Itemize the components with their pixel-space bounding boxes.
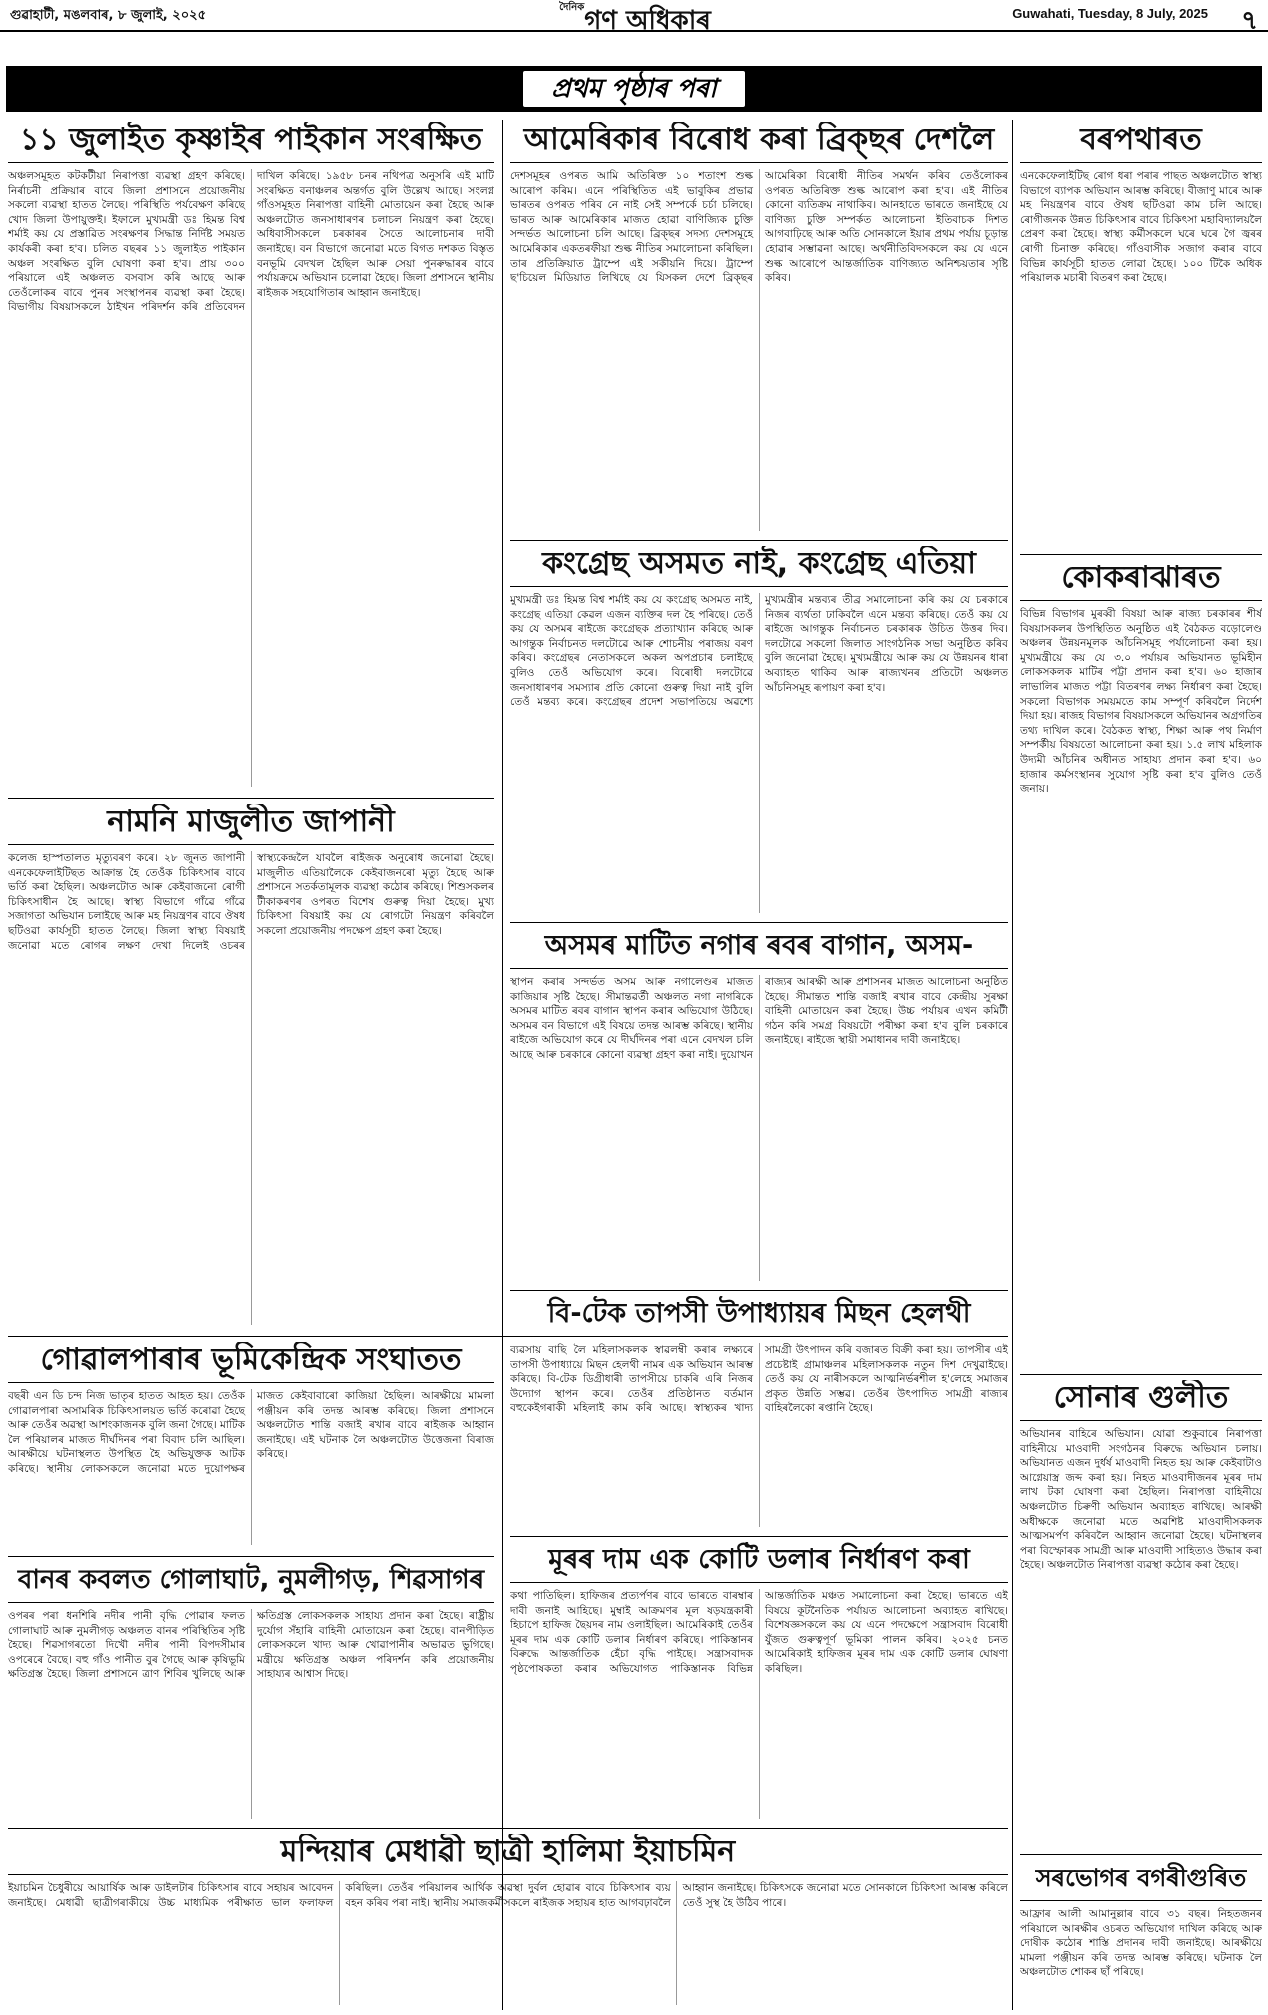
headline: বি-টেক তাপসী উপাধ্যায়ৰ মিছন হেলথী bbox=[510, 1296, 1008, 1337]
article-body: বছৰী এন ডি চন্দ নিজ ভাতৃৰ হাতত আহত হয়। তেওঁক গোৱালপাৰা অসামৰিক চিকিৎসালয়ত ভৰ্তি কৰোৱা হৈছে আৰু তেওঁৰ অৱস্থা আশংকাজনক বুলি জনা গৈছে। মাটিক লৈ পৰিয়ালৰ মাজত দীৰ্ঘদিনৰ পৰা বিবাদ চলি আছিল। আৰক্ষীয়ে ঘটনাস্থলত উপস্থিত হৈ অভিযুক্তক আটক কৰিছে। স্থানীয় লোকসকলে জনোৱা মতে দুয়োপক্ষৰ মাজত কেইবাবাৰো কাজিয়া হৈছিল। আৰক্ষীয়ে মামলা পঞ্জীয়ন কৰি তদন্ত আৰম্ভ কৰিছে। জিলা প্ৰশাসনে অঞ্চলটোত শান্তি বজাই ৰখাৰ বাবে ৰাইজক আহ্বান জনাইছে। এই ঘটনাক লৈ অঞ্চলটোত উত্তেজনা বিৰাজ কৰিছে। bbox=[8, 1390, 494, 1475]
newspaper-logo bbox=[520, 0, 750, 44]
divider bbox=[510, 1290, 1008, 1291]
page-number: ৭ bbox=[1241, 6, 1258, 36]
article-4 bbox=[8, 804, 494, 1332]
divider bbox=[510, 1536, 1008, 1537]
article-body: ব্যৱসায় বাছি লৈ মহিলাসকলক স্বাৱলম্বী কৰাৰ লক্ষ্যৰে তাপসী উপাধ্যায়ে মিছন হেলথী নামৰ এক অভিযান আৰম্ভ কৰিছে। বি-টেক ডিগ্ৰীধাৰী তাপসীয়ে চাকৰি এৰি নিজৰ উদ্যোগ স্থাপন কৰে। তেওঁৰ প্ৰতিষ্ঠানত বৰ্তমান বহুকেইগৰাকী মহিলাই কাম কৰি আছে। স্বাস্থ্যকৰ খাদ্য সামগ্ৰী উৎপাদন কৰি বজাৰত বিক্ৰী কৰা হয়। তাপসীৰ এই প্ৰচেষ্টাই গ্ৰামাঞ্চলৰ মহিলাসকলক নতুন দিশ দেখুৱাইছে। তেওঁ কয় যে নাৰীসকলে আত্মনিৰ্ভৰশীল হ'লেহে সমাজৰ প্ৰকৃত উন্নতি সম্ভৱ। তেওঁৰ উৎপাদিত সামগ্ৰী ৰাজ্যৰ বাহিৰলৈকো ৰপ্তানি হৈছে। bbox=[510, 1344, 1008, 1415]
article-11 bbox=[1020, 122, 1262, 550]
article-body: বিভিন্ন বিভাগৰ মুৰব্বী বিষয়া আৰু ৰাজ্য চৰকাৰৰ শীৰ্ষ বিষয়াসকলৰ উপস্থিতিত অনুষ্ঠিত এই বৈঠকত বড়োলেণ্ড অঞ্চলৰ উন্নয়নমূলক আঁচনিসমূহ পৰ্যালোচনা কৰা হয়। মুখ্যমন্ত্ৰীয়ে কয় যে ৩.০ পৰ্যায়ৰ অভিযানত ভূমিহীন লোকসকলক মাটিৰ পট্টা প্ৰদান কৰা হ'ব। ৬০ হাজাৰ লাভালিৰ মাজত পট্টা বিতৰণৰ লক্ষ্য নিৰ্ধাৰণ কৰা হৈছে। সকলো বিভাগক সময়মতে কাম সম্পূৰ্ণ কৰিবলৈ নিৰ্দেশ দিয়া হয়। ৰাজহ বিভাগৰ বিষয়াসকলে অভিযানৰ অগ্ৰগতিৰ তথ্য দাখিল কৰে। বৈঠকত স্বাস্থ্য, শিক্ষা আৰু পথ নিৰ্মাণ সম্পৰ্কীয় বিষয়তো আলোচনা কৰা হয়। ১.৫ লাখ মহিলাক উদ্যমী আঁচনিৰ অধীনত সাহায্য প্ৰদান কৰা হ'ব। ৬০ হাজাৰ কৰ্মসংস্থানৰ সুযোগ সৃষ্টি কৰা হ'ব বুলিও তেওঁ জনায়। bbox=[1020, 608, 1262, 796]
article-2 bbox=[510, 122, 1008, 536]
headline: আমেৰিকাৰ বিৰোধ কৰা ব্ৰিক্‌ছৰ দেশলৈ bbox=[510, 122, 1008, 163]
divider bbox=[8, 798, 494, 799]
logo-text: গণ অধিকাৰ bbox=[584, 6, 711, 36]
column-rule bbox=[1012, 120, 1013, 2010]
article-body: মুখ্যমন্ত্ৰী ডঃ হিমন্ত বিশ্ব শৰ্মাই কয় যে কংগ্ৰেছ অসমত নাই, কংগ্ৰেছ এতিয়া কেৱল এজন ব্যক্তিৰ দল হৈ পৰিছে। তেওঁ কয় যে অসমৰ ৰাইজে কংগ্ৰেছক প্ৰত্যাখ্যান কৰিছে আৰু আগন্তুক নিৰ্বাচনত দলটোৱে আৰু শোচনীয় পৰাজয় বৰণ কৰিব। কংগ্ৰেছৰ নেতাসকলে অকল অপপ্ৰচাৰ চলাইছে বুলিও তেওঁ অভিযোগ কৰে। বিৰোধী দলটোৱে জনসাধাৰণৰ সমস্যাৰ প্ৰতি কোনো গুৰুত্ব দিয়া নাই বুলি তেওঁ মন্তব্য কৰে। কংগ্ৰেছৰ প্ৰদেশ সভাপতিয়ে অৱশ্যে মুখ্যমন্ত্ৰীৰ মন্তব্যৰ তীব্ৰ সমালোচনা কৰি কয় যে চৰকাৰে নিজৰ ব্যৰ্থতা ঢাকিবলৈ এনে মন্তব্য কৰিছে। তেওঁ কয় যে ৰাইজে আগন্তুক নিৰ্বাচনত চৰকাৰক উচিত উত্তৰ দিব। দলটোৱে সকলো জিলাত সাংগঠনিক সভা অনুষ্ঠিত কৰিব বুলি জনোৱা হৈছে। মুখ্যমন্ত্ৰীয়ে আৰু কয় যে উন্নয়নৰ ধাৰা অব্যাহত থাকিব আৰু ৰাজ্যখনৰ প্ৰতিটো অঞ্চলত আঁচনিসমূহ ৰূপায়ণ কৰা হ'ব। bbox=[510, 594, 1008, 709]
masthead bbox=[0, 0, 1268, 36]
headline: বৰপথাৰত bbox=[1020, 122, 1262, 163]
article-body: দেশসমূহৰ ওপৰত আমি অতিৰিক্ত ১০ শতাংশ শুল্ক আৰোপ কৰিম। এনে পৰিস্থিতিত এই ভাবুকিৰ প্ৰভাৱ ভাৰতৰ ওপৰত পৰিব নে নাই সেই সম্পৰ্কে চৰ্চা চলিছে। ভাৰত আৰু আমেৰিকাৰ মাজত হোৱা বাণিজ্যিক চুক্তি সন্দৰ্ভত আলোচনা চলি আছে। ব্ৰিক্‌ছৰ সদস্য দেশসমূহে আমেৰিকাৰ একতৰফীয়া শুল্ক নীতিৰ সমালোচনা কৰিছিল। তাৰ প্ৰতিক্ৰিয়াত ট্ৰাম্পে এই সকীয়নি দিয়ে। ট্ৰাম্পে ছ'চিয়েল মিডিয়াত লিখিছে যে যিসকল দেশে ব্ৰিক্‌ছৰ আমেৰিকা বিৰোধী নীতিৰ সমৰ্থন কৰিব তেওঁলোকৰ ওপৰত অতিৰিক্ত শুল্ক আৰোপ কৰা হ'ব। এই নীতিৰ কোনো ব্যতিক্ৰম নাথাকিব। আনহাতে ভাৰতে জনাইছে যে বাণিজ্য চুক্তি সম্পৰ্কত আলোচনা ইতিবাচক দিশত আগবাঢ়িছে আৰু অতি সোনকালে ইয়াৰ প্ৰথম পৰ্যায় চূড়ান্ত হোৱাৰ সম্ভাৱনা আছে। অৰ্থনীতিবিদসকলে কয় যে এনে শুল্ক আৰোপে আন্তৰ্জাতিক বাণিজ্যত অনিশ্চয়তাৰ সৃষ্টি কৰিব। bbox=[510, 170, 1008, 285]
headline: মূৰৰ দাম এক কোটি ডলাৰ নিৰ্ধাৰণ কৰা bbox=[510, 1542, 1008, 1583]
divider bbox=[1020, 1374, 1262, 1375]
column-rule bbox=[502, 120, 503, 2010]
article-9 bbox=[8, 1834, 1008, 2010]
article-6 bbox=[510, 928, 1008, 1286]
dateline-left: গুৱাহাটী, মঙলবাৰ, ৮ জুলাই, ২০২৫ bbox=[10, 8, 207, 23]
article-3 bbox=[510, 546, 1008, 918]
article-body: কথা পাতিছিল। হাফিজৰ প্ৰত্যৰ্পণৰ বাবে ভাৰতে বাৰম্বাৰ দাবী জনাই আহিছে। মুম্বাই আক্ৰমণৰ মূল ষড়যন্ত্ৰকাৰী হিচাপে হাফিজ ছৈয়দৰ নাম ওলাইছিল। আমেৰিকাই তেওঁৰ মূৰৰ দাম এক কোটি ডলাৰ নিৰ্ধাৰণ কৰিছে। পাকিস্তানৰ বিৰুদ্ধে আন্তৰ্জাতিক হেঁচা বৃদ্ধি পাইছে। সন্ত্ৰাসবাদক পৃষ্ঠপোষকতা কৰাৰ অভিযোগত পাকিস্তানক বিভিন্ন আন্তৰ্জাতিক মঞ্চত সমালোচনা কৰা হৈছে। ভাৰতে এই বিষয়ে কূটনৈতিক পৰ্যায়ত আলোচনা অব্যাহত ৰাখিছে। বিশেষজ্ঞসকলে কয় যে এনে পদক্ষেপে সন্ত্ৰাসবাদ বিৰোধী যুঁজত গুৰুত্বপূৰ্ণ ভূমিকা পালন কৰিব। ২০২৫ চনত আমেৰিকাই হাফিজৰ মূৰৰ দাম এক কোটি ডলাৰ ঘোষণা কৰিছিল। bbox=[510, 1590, 1008, 1675]
article-1 bbox=[8, 122, 494, 794]
article-body: অঞ্চলসমূহত কটকটীয়া নিৰাপত্তা ব্যৱস্থা গ্ৰহণ কৰিছে। নিৰ্ৰাচনী প্ৰক্ৰিয়াৰ বাবে জিলা প্ৰশাসনে প্ৰয়োজনীয় সকলো ব্যৱস্থা হাতত লৈছে। পৰিস্থিতি পৰ্যবেক্ষণ কৰিছে খোদ জিলা উপায়ুক্তই। ইফালে মুখ্যমন্ত্ৰী ডঃ হিমন্ত বিশ্ব শৰ্মাই কয় যে প্ৰস্তাৱিত সংৰক্ষণৰ সিদ্ধান্ত নিৰ্দিষ্ট সময়ত কাৰ্যকৰী কৰা হ'ব। চলিত বছৰৰ ১১ জুলাইত পাইকান অঞ্চল সংৰক্ষিত বুলি ঘোষণা কৰা হ'ব। প্ৰায় ৩০০ পৰিয়ালে এই অঞ্চলত বসবাস কৰি আছে আৰু তেওঁলোকৰ বাবে পুনৰ সংস্থাপনৰ ব্যৱস্থা কৰা হৈছে। বিভাগীয় বিষয়াসকলে ঠাইখন পৰিদৰ্শন কৰি প্ৰতিবেদন দাখিল কৰিছে। ১৯৫৮ চনৰ নথিপত্ৰ অনুসৰি এই মাটি সংৰক্ষিত বনাঞ্চলৰ অন্তৰ্গত বুলি উল্লেখ আছে। সংলগ্ন গাঁওসমূহত নিৰাপত্তা বাহিনী মোতায়েন কৰা হৈছে আৰু অঞ্চলটোত জনসাধাৰণৰ চলাচল নিয়ন্ত্ৰণ কৰা হৈছে। অধিবাসীসকলে চৰকাৰৰ সৈতে আলোচনাৰ দাবী জনাইছে। বন বিভাগে জনোৱা মতে বিগত দশকত বিস্তৃত বনভূমি বেদখল হৈছিল আৰু সেয়া পুনৰুদ্ধাৰৰ বাবে পৰ্যায়ক্ৰমে অভিযান চলোৱা হৈছে। জিলা প্ৰশাসনে স্থানীয় ৰাইজক সহযোগিতাৰ আহ্বান জনাইছে। bbox=[8, 170, 494, 314]
article-body: কলেজ হাস্পতালত মৃত্যুবৰণ কৰে। ২৮ জুনত জাপানী এনকেফেলাইটিছত আক্ৰান্ত হৈ তেওঁক চিকিৎসাৰ বাবে ভৰ্তি কৰা হৈছিল। অঞ্চলটোত আৰু কেইবাজনো ৰোগী চিকিৎসাধীন হৈ আছে। স্বাস্থ্য বিভাগে গাঁৱে গাঁৱে সজাগতা অভিযান চলাইছে আৰু মহ নিয়ন্ত্ৰণৰ বাবে ঔষধ ছটিওৱা কাৰ্যসূচী হাতত লৈছে। জিলা স্বাস্থ্য বিষয়াই জনোৱা মতে ৰোগৰ লক্ষণ দেখা দিলেই ওচৰৰ স্বাস্থ্যকেন্দ্ৰলৈ যাবলৈ ৰাইজক অনুৰোধ জনোৱা হৈছে। মাজুলীত এতিয়ালৈকে কেইবাজনৰো মৃত্যু হৈছে আৰু প্ৰশাসনে সতৰ্কতামূলক ব্যৱস্থা কঠোৰ কৰিছে। শিশুসকলৰ টীকাকৰণৰ ওপৰত বিশেষ গুৰুত্ব দিয়া হৈছে। মুখ্য চিকিৎসা বিষয়াই কয় যে ৰোগটো নিয়ন্ত্ৰণ কৰিবলৈ সকলো প্ৰয়োজনীয় পদক্ষেপ গ্ৰহণ কৰা হৈছে। bbox=[8, 852, 494, 952]
headline: কোকৰাঝাৰত bbox=[1020, 560, 1262, 601]
article-body: ওপৰৰ পৰা ধনশিৰি নদীৰ পানী বৃদ্ধি পোৱাৰ ফলত গোলাঘাট আৰু নুমলীগড় অঞ্চলত বানৰ পৰিস্থিতিৰ সৃষ্টি হৈছে। শিৱসাগৰতো দিখৌ নদীৰ পানী বিপদসীমাৰ ওপৰেৰে বৈছে। বহু গাঁও পানীত বুৰ গৈছে আৰু কৃষিভূমি ক্ষতিগ্ৰস্ত হৈছে। জিলা প্ৰশাসনে ত্ৰাণ শিবিৰ খুলিছে আৰু ক্ষতিগ্ৰস্ত লোকসকলক সাহায্য প্ৰদান কৰা হৈছে। ৰাষ্ট্ৰীয় দুৰ্যোগ সঁহাৰি বাহিনী মোতায়েন কৰা হৈছে। বানপীড়িত লোকসকলে খাদ্য আৰু খোৱাপানীৰ অভাৱত ভুগিছে। মন্ত্ৰীয়ে ক্ষতিগ্ৰস্ত অঞ্চল পৰিদৰ্শন কৰি প্ৰয়োজনীয় সাহায্যৰ আশ্বাস দিছে। bbox=[8, 1610, 494, 1681]
headline: অসমৰ মাটিত নগাৰ ৰবৰ বাগান, অসম- bbox=[510, 928, 1008, 969]
article-body: ইয়াচমিন চৈধুৰীয়ে আয়াৰ্ষিক আৰু ডাইলটাৰ চিকিৎসাৰ বাবে সহায়ৰ আবেদন জনাইছে। মেধাৱী ছাত্ৰীগৰাকীয়ে উচ্চ মাধ্যমিক পৰীক্ষাত ভাল ফলাফল কৰিছিল। তেওঁৰ পৰিয়ালৰ আৰ্থিক অৱস্থা দুৰ্বল হোৱাৰ বাবে চিকিৎসাৰ ব্যয় বহন কৰিব পৰা নাই। স্থানীয় সমাজকৰ্মীসকলে ৰাইজক সহায়ৰ হাত আগবঢ়াবলৈ আহ্বান জনাইছে। চিকিৎসকে জনোৱা মতে সোনকালে চিকিৎসা আৰম্ভ কৰিলে তেওঁ সুস্থ হৈ উঠিব পাৰে। bbox=[8, 1882, 1008, 1909]
article-body: এনকেফেলাইটিছ ৰোগ ধৰা পৰাৰ পাছত অঞ্চলটোত স্বাস্থ্য বিভাগে ব্যাপক অভিযান আৰম্ভ কৰিছে। বীজাণু মাৰে আৰু মহ নিয়ন্ত্ৰণৰ বাবে ঔষধ ছটিওৱা কাম চলি আছে। ৰোগীজনক উন্নত চিকিৎসাৰ বাবে চিকিৎসা মহাবিদ্যালয়লৈ প্ৰেৰণ কৰা হৈছে। স্বাস্থ্য কৰ্মীসকলে ঘৰে ঘৰে গৈ জ্বৰৰ ৰোগী চিনাক্ত কৰিছে। গাঁওবাসীক সজাগ কৰাৰ বাবে বিভিন্ন কাৰ্যসূচী হাতত লোৱা হৈছে। ১০০ টিকৈ অধিক পৰিয়ালক মচাৰী বিতৰণ কৰা হৈছে। bbox=[1020, 170, 1262, 285]
divider bbox=[8, 1828, 1008, 1829]
headline: সোনাৰ গুলীত bbox=[1020, 1380, 1262, 1421]
article-12 bbox=[1020, 560, 1262, 1370]
dateline-right: Guwahati, Tuesday, 8 July, 2025 bbox=[1012, 6, 1208, 21]
headline: গোৱালপাৰাৰ ভূমিকেন্দ্ৰিক সংঘাতত bbox=[8, 1342, 494, 1383]
article-body: স্থাপন কৰাৰ সন্দৰ্ভত অসম আৰু নগালেণ্ডৰ মাজত কাজিয়াৰ সৃষ্টি হৈছে। সীমান্তৱৰ্তী অঞ্চলত নগা নাগৰিকে অসমৰ মাটিত ৰবৰ বাগান স্থাপন কৰাৰ অভিযোগ উঠিছে। অসমৰ বন বিভাগে এই বিষয়ে তদন্ত আৰম্ভ কৰিছে। স্থানীয় ৰাইজে অভিযোগ কৰে যে দীৰ্ঘদিনৰ পৰা এনে বেদখল চলি আছে আৰু চৰকাৰে কোনো ব্যৱস্থা গ্ৰহণ কৰা নাই। দুয়োখন ৰাজ্যৰ আৰক্ষী আৰু প্ৰশাসনৰ মাজত আলোচনা অনুষ্ঠিত হৈছে। সীমান্তত শান্তি বজাই ৰখাৰ বাবে কেন্দ্ৰীয় সুৰক্ষা বাহিনী মোতায়েন কৰা হৈছে। উচ্চ পৰ্যায়ৰ এখন কমিটী গঠন কৰি সমগ্ৰ বিষয়টো পৰীক্ষা কৰা হ'ব বুলি চৰকাৰে জনাইছে। ৰাইজে স্থায়ী সমাধানৰ দাবী জনাইছে। bbox=[510, 976, 1008, 1061]
headline: সৰভোগৰ বগৰীগুৰিত bbox=[1020, 1860, 1262, 1901]
article-body: আফ্ৰাৰ আলী আমানুল্লাৰ বাবে ৩১ বছৰ। নিহতজনৰ পৰিয়ালে আৰক্ষীৰ ওচৰত অভিযোগ দাখিল কৰিছে আৰু দোষীক কঠোৰ শাস্তি প্ৰদানৰ দাবী জনাইছে। আৰক্ষীয়ে মামলা পঞ্জীয়ন কৰি তদন্ত আৰম্ভ কৰিছে। ঘটনাক লৈ অঞ্চলটোত শোকৰ ছাঁ পৰিছে। bbox=[1020, 1908, 1262, 1979]
headline: নামনি মাজুলীত জাপানী bbox=[8, 804, 494, 845]
headline: ১১ জুলাইত কৃষ্ণাইৰ পাইকান সংৰক্ষিত bbox=[8, 122, 494, 163]
divider bbox=[510, 540, 1008, 541]
divider bbox=[1020, 1854, 1262, 1855]
logo-small-text: দৈনিক bbox=[559, 2, 585, 13]
article-7 bbox=[510, 1296, 1008, 1532]
divider bbox=[8, 1556, 494, 1557]
article-13 bbox=[1020, 1380, 1262, 1850]
headline: মন্দিয়াৰ মেধাৱী ছাত্ৰী হালিমা ইয়াচমিন bbox=[8, 1834, 1008, 1875]
article-5 bbox=[8, 1342, 494, 1552]
banner-label: প্ৰথম পৃষ্ঠাৰ পৰা bbox=[523, 71, 744, 107]
headline: কংগ্ৰেছ অসমত নাই, কংগ্ৰেছ এতিয়া bbox=[510, 546, 1008, 587]
article-10 bbox=[510, 1542, 1008, 1824]
divider bbox=[1020, 554, 1262, 555]
article-14 bbox=[1020, 1860, 1262, 2010]
article-8 bbox=[8, 1562, 494, 1824]
divider bbox=[510, 922, 1008, 923]
article-body: অভিযানৰ বাহিৰে অভিযান। যোৱা শুকুবাৰে নিৰাপত্তা বাহিনীয়ে মাওবাদী সংগঠনৰ বিৰুদ্ধে অভিযান চলায়। অভিযানত এজন দুৰ্ধৰ্ষ মাওবাদী নিহত হয় আৰু কেইবাটাও আগ্নেয়াস্ত্ৰ জব্দ কৰা হয়। নিহত মাওবাদীজনৰ মূৰৰ দাম লাখ টকা ঘোষণা কৰা হৈছিল। নিৰাপত্তা বাহিনীয়ে অঞ্চলটোত চিৰুণী অভিযান অব্যাহত ৰাখিছে। আৰক্ষী অধীক্ষকে জনোৱা মতে অৱশিষ্ট মাওবাদীসকলক আত্মসমৰ্পণ কৰিবলৈ আহ্বান জনোৱা হৈছে। ঘটনাস্থলৰ পৰা বিস্ফোৰক সামগ্ৰী আৰু মাওবাদী সাহিত্যও উদ্ধাৰ কৰা হৈছে। অঞ্চলটোত নিৰাপত্তা ব্যৱস্থা কঠোৰ কৰা হৈছে। bbox=[1020, 1428, 1262, 1572]
headline: বানৰ কবলত গোলাঘাট, নুমলীগড়, শিৱসাগৰ bbox=[8, 1562, 494, 1603]
section-banner bbox=[6, 66, 1262, 112]
